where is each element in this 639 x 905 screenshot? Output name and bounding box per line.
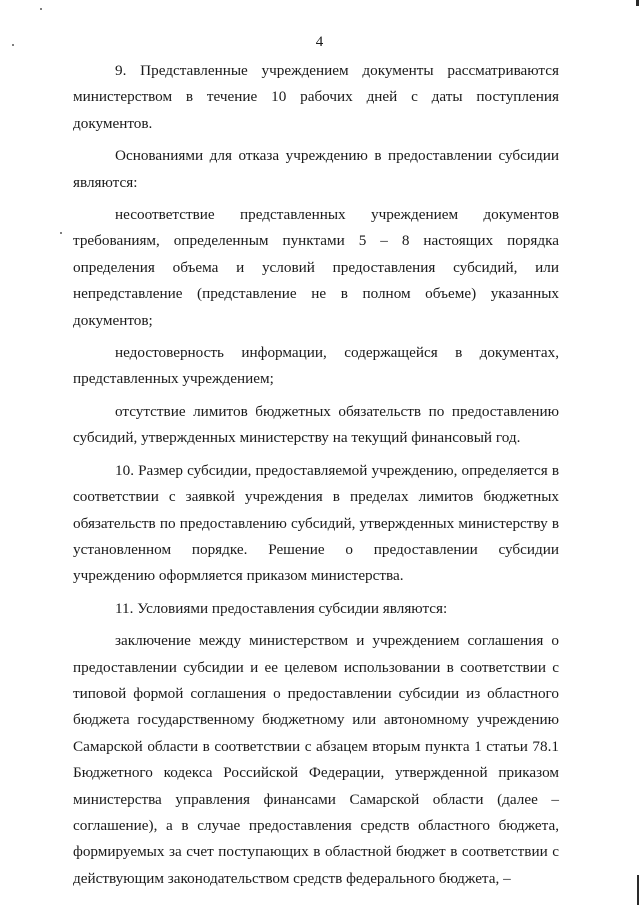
document-body (73, 58, 559, 892)
paragraph-9: 9. Представленные учреждением документы рассматриваются министерством в течение 10 рабочих дней с даты поступления документов. (73, 62, 559, 132)
scan-speck (40, 8, 42, 10)
paragraph-no-limits: отсутствие лимитов бюджетных обязательств по предоставлению субсидий, утвержденных министерству на текущий финансовый год. (73, 402, 559, 447)
paragraph-refusal-grounds: Основаниями для отказа учреждению в предоставлении субсидии являются: (73, 147, 559, 191)
paragraph-nonconformity: несоответствие представленных учреждением документов требованиям, определенным пунктами 5 – 8 настоящих порядка определения объема и условий предоставления субсидий, или непредставление (представление не в полном объеме) указанных документов; (73, 206, 559, 329)
paragraph-10: 10. Размер субсидии, предоставляемой учреждению, определяется в соответствии с заявкой учреждения в пределах лимитов бюджетных обязательств по предоставлению субсидий, утвержденных министерству в установленном порядке. Решение о предоставлении субсидии учреждению оформляется приказом министерства. (73, 461, 559, 585)
paragraph-unreliability: недостоверность информации, содержащейся в документах, представленных учреждением; (73, 344, 559, 388)
scan-speck (12, 44, 14, 46)
page-number: 4 (315, 34, 324, 50)
scan-speck (60, 232, 62, 234)
paragraph-11: 11. Условиями предоставления субсидии являются: (115, 599, 448, 617)
paragraph-agreement: заключение между министерством и учреждением соглашения о предоставлении субсидии и ее целевом использовании в соответствии с типовой формой соглашения о предоставлении субсидии из областного бюджета государственному бюджетному или автономному учреждению Самарской области в соответствии с абзацем вторым пункта 1 статьи 78.1 Бюджетного кодекса Российской Федерации, утвержденной приказом министерства управления финансами Самарской области (далее – соглашение), а в случае предоставления средств областного бюджета, формируемых за счет поступающих в областной бюджет в соответствии с действующим законодательством средств федерального бюджета, – (73, 632, 559, 887)
